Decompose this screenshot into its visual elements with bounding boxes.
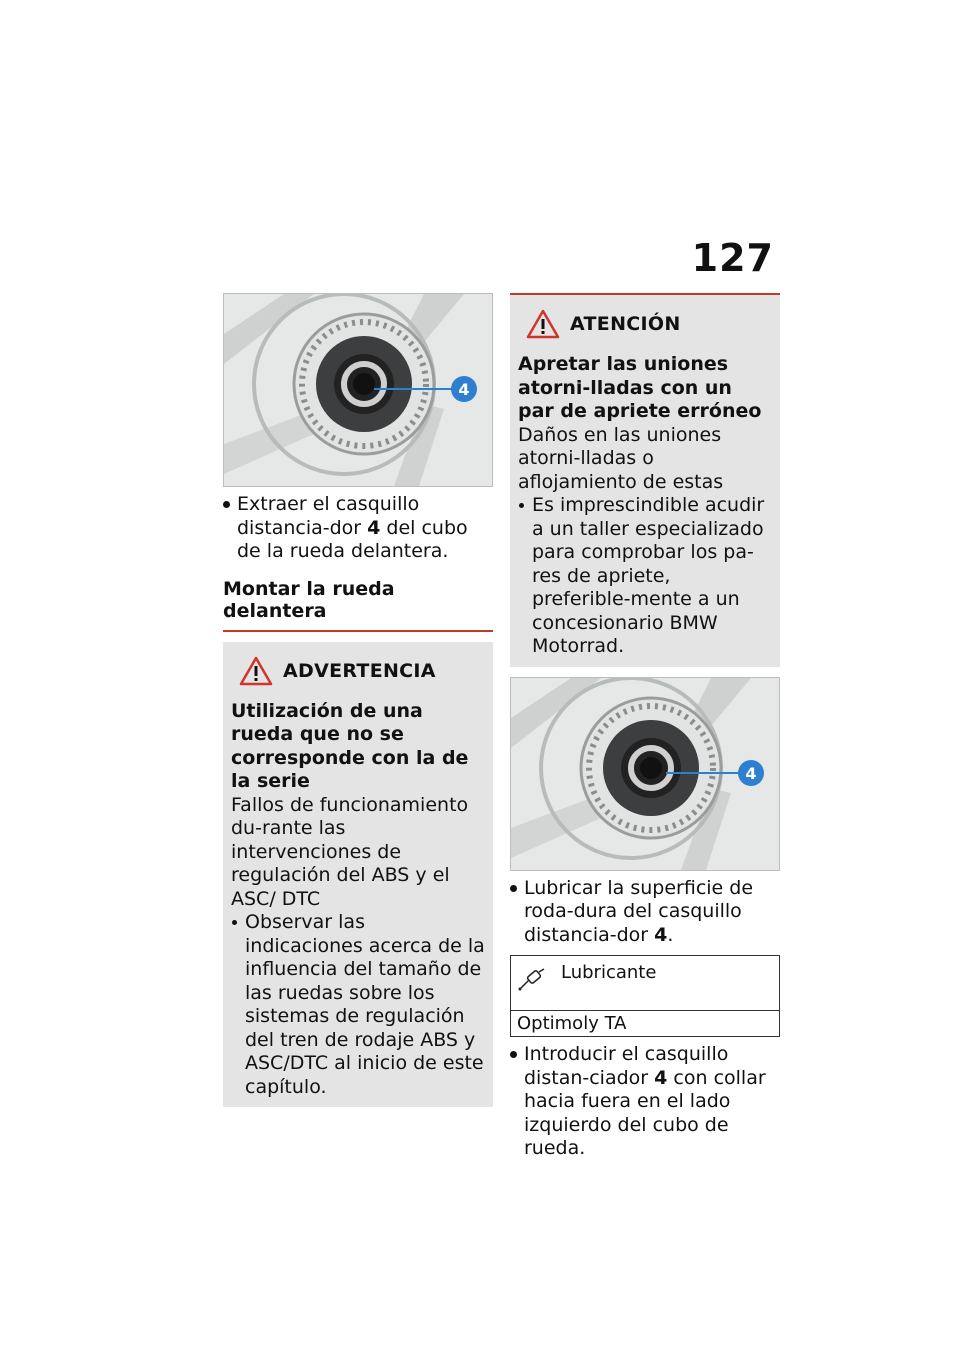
instruction-bullet: [510, 1043, 780, 1161]
warning-header: [231, 656, 485, 686]
bullet-text: Introducir el casquillo distan-ciador: [524, 1043, 729, 1089]
warning-title: ADVERTENCIA: [283, 659, 436, 682]
attention-header: [518, 309, 772, 339]
section-heading: Montar la rueda delantera: [223, 578, 493, 632]
wheel-hub-figure-2: [510, 677, 780, 871]
lubricant-table: [510, 955, 780, 1037]
attention-title: ATENCIÓN: [570, 313, 681, 335]
instruction-bullet: [223, 493, 493, 564]
part-number: 4: [654, 923, 668, 946]
attention-box: [510, 293, 780, 667]
wheel-hub-illustration: [224, 294, 492, 486]
lubricant-label: Lubricante: [561, 962, 657, 983]
left-column: [223, 293, 493, 1107]
warning-subject: Utilización de una rueda que no se corresponde con la de la serie: [231, 699, 469, 792]
lubricant-value: Optimoly TA: [517, 1013, 627, 1034]
bullet-text: con collar hacia fuera en el lado izquierdo del cubo de rueda.: [524, 1066, 766, 1159]
bullet-text: Lubricar la superficie de roda-dura del casquillo distancia-dor: [524, 876, 754, 946]
part-number: 4: [654, 1066, 668, 1089]
instruction-bullet: [510, 877, 780, 948]
page-number: 127: [691, 236, 774, 280]
warning-triangle-icon: [526, 309, 560, 339]
bullet-text: del cubo de la rueda delantera.: [237, 516, 468, 562]
warning-triangle-icon: [239, 656, 273, 686]
warning-box: [223, 642, 493, 1108]
wheel-hub-figure-1: [223, 293, 493, 487]
warning-consequence: Fallos de funcionamiento du-rante las intervenciones de regulación del ABS y el ASC/ DTC: [231, 793, 469, 910]
bullet-text: Extraer el casquillo distancia-dor: [237, 493, 420, 539]
attention-action: Es imprescindible acudir a un taller especializado para comprobar los pa-res de apriete, preferible-mente a un concesionario BMW Motorrad.: [518, 494, 772, 659]
right-column: [510, 293, 780, 1161]
grease-gun-icon: [517, 968, 547, 992]
attention-consequence: Daños en las uniones atorni-lladas o aflojamiento de estas: [518, 423, 724, 493]
figure-callout-label: 4: [745, 763, 757, 783]
attention-subject: Apretar las uniones atorni-lladas con un par de apriete erróneo: [518, 353, 762, 422]
figure-callout-label: 4: [458, 380, 470, 399]
lubricant-icon-wrap: [511, 956, 561, 996]
part-number: 4: [367, 516, 381, 539]
warning-action: Observar las indicaciones acerca de la influencia del tamaño de las ruedas sobre los sistemas de regulación del tren de rodaje ABS y ASC/DTC al inicio de este capítulo.: [231, 911, 485, 1099]
bullet-text: .: [667, 923, 674, 946]
wheel-hub-illustration: [511, 678, 779, 870]
lubricant-header: [511, 956, 779, 1011]
